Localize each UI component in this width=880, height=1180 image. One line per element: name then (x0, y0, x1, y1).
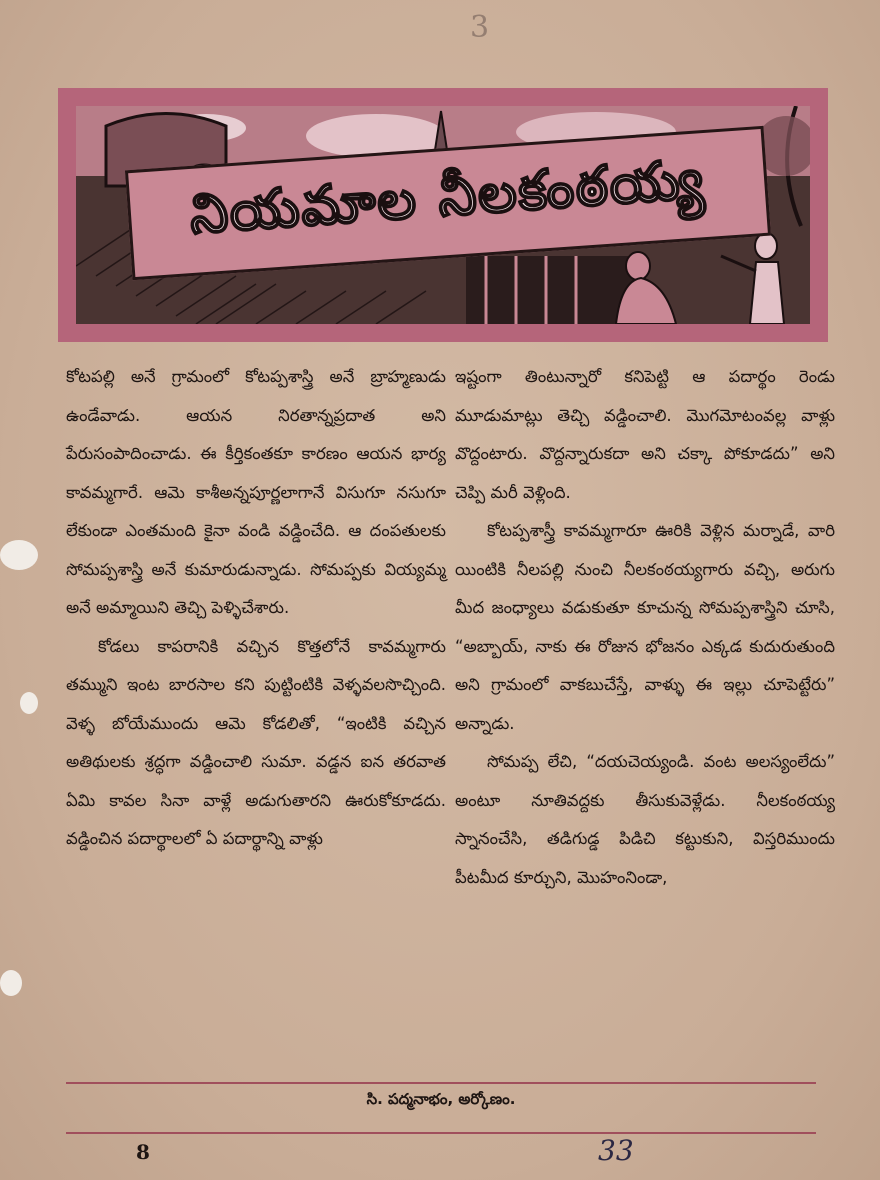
handwritten-page-number: 33 (598, 1134, 634, 1167)
title-banner (58, 88, 828, 342)
story-title: నియమాల నీలకంఠయ్య (187, 146, 708, 246)
paragraph: కోడలు కాపరానికి వచ్చిన కొత్తలోనే కావమ్మగారు తమ్ముని ఇంట బారసాల కని పుట్టింటికి వెళ్ళవలసొచ్చింది. వెళ్ళ బోయేముందు ఆమె కోడలితో, “ఇంటికి వచ్చిన అతిథులకు శ్రద్ధగా వడ్డించాలి సుమా. వడ్డన ఐన తరవాత ఏమి కావల సినా వాళ్లే అడుగుతారని ఊరుకోకూడదు. వడ్డించిన పదార్థాలలో ఏ పదార్థాన్ని వాళ్లు (66, 636, 446, 848)
paper-tear-mark (0, 970, 22, 996)
text-column-left (66, 358, 446, 859)
top-divider-rule (66, 1082, 816, 1084)
page-number: 8 (136, 1140, 150, 1164)
paragraph: కోటప్పశాస్త్రీ కావమ్మగారూ ఊరికి వెళ్లిన మర్నాడే, వారి యింటికి నీలపల్లి నుంచి నీలకంఠయ్యగారు వచ్చి, అరుగు మీద జంధ్యాలు వడుకుతూ కూచున్న సోమప్పశాస్త్రిని చూసి, “అబ్బాయ్, నాకు ఈ రోజున భోజనం ఎక్కడ కుదురుతుంది అని గ్రామంలో వాకబుచేస్తే, వాళ్ళు ఈ ఇల్లు చూపెట్టేరు” అన్నాడు. (455, 521, 835, 733)
bottom-divider-rule (66, 1132, 816, 1134)
paragraph: కోటపల్లి అనే గ్రామంలో కోటప్పశాస్త్రి అనే బ్రాహ్మణుడు ఉండేవాడు. ఆయన నిరతాన్నప్రదాత అని పేరుసంపాదించాడు. ఈ కీర్తికంతకూ కారణం ఆయన భార్య కావమ్మగారే. ఆమె కాశీఅన్నపూర్ణలాగానే విసుగూ నసుగూ లేకుండా ఎంతమంది కైనా వండి వడ్డించేది. ఆ దంపతులకు సోమప్పశాస్త్రి అనే కుమారుడున్నాడు. సోమప్పకు వియ్యమ్మ అనే అమ్మాయిని తెచ్చి పెళ్ళిచేశారు. (66, 367, 446, 617)
paper-tear-mark (0, 540, 38, 570)
banner-illustration (76, 106, 810, 324)
handwritten-mark: 3 (470, 10, 490, 45)
author-credit: సి. పద్మనాభం, అర్కోణం. (366, 1090, 516, 1108)
text-column-right (455, 358, 835, 897)
paper-tear-mark (20, 692, 38, 714)
paragraph: ఇష్టంగా తింటున్నారో కనిపెట్టి ఆ పదార్థం రెండు మూడుమాట్లు తెచ్చి వడ్డించాలి. మొగమోటంవల్ల వాళ్లు వొద్దంటారు. వొద్దన్నారుకదా అని చక్కా పోకూడదు” అని చెప్పి మరీ వెళ్లింది. (455, 367, 835, 502)
paragraph: సోమప్ప లేచి, “దయచెయ్యండి. వంట అలస్యంలేదు” అంటూ నూతివద్దకు తీసుకువెళ్లేడు. నీలకంఠయ్య స్నానంచేసి, తడిగుడ్డ పిడిచి కట్టుకుని, విస్తరిముందు పీటమీద కూర్చుని, మొహంనిండా, (455, 752, 835, 887)
